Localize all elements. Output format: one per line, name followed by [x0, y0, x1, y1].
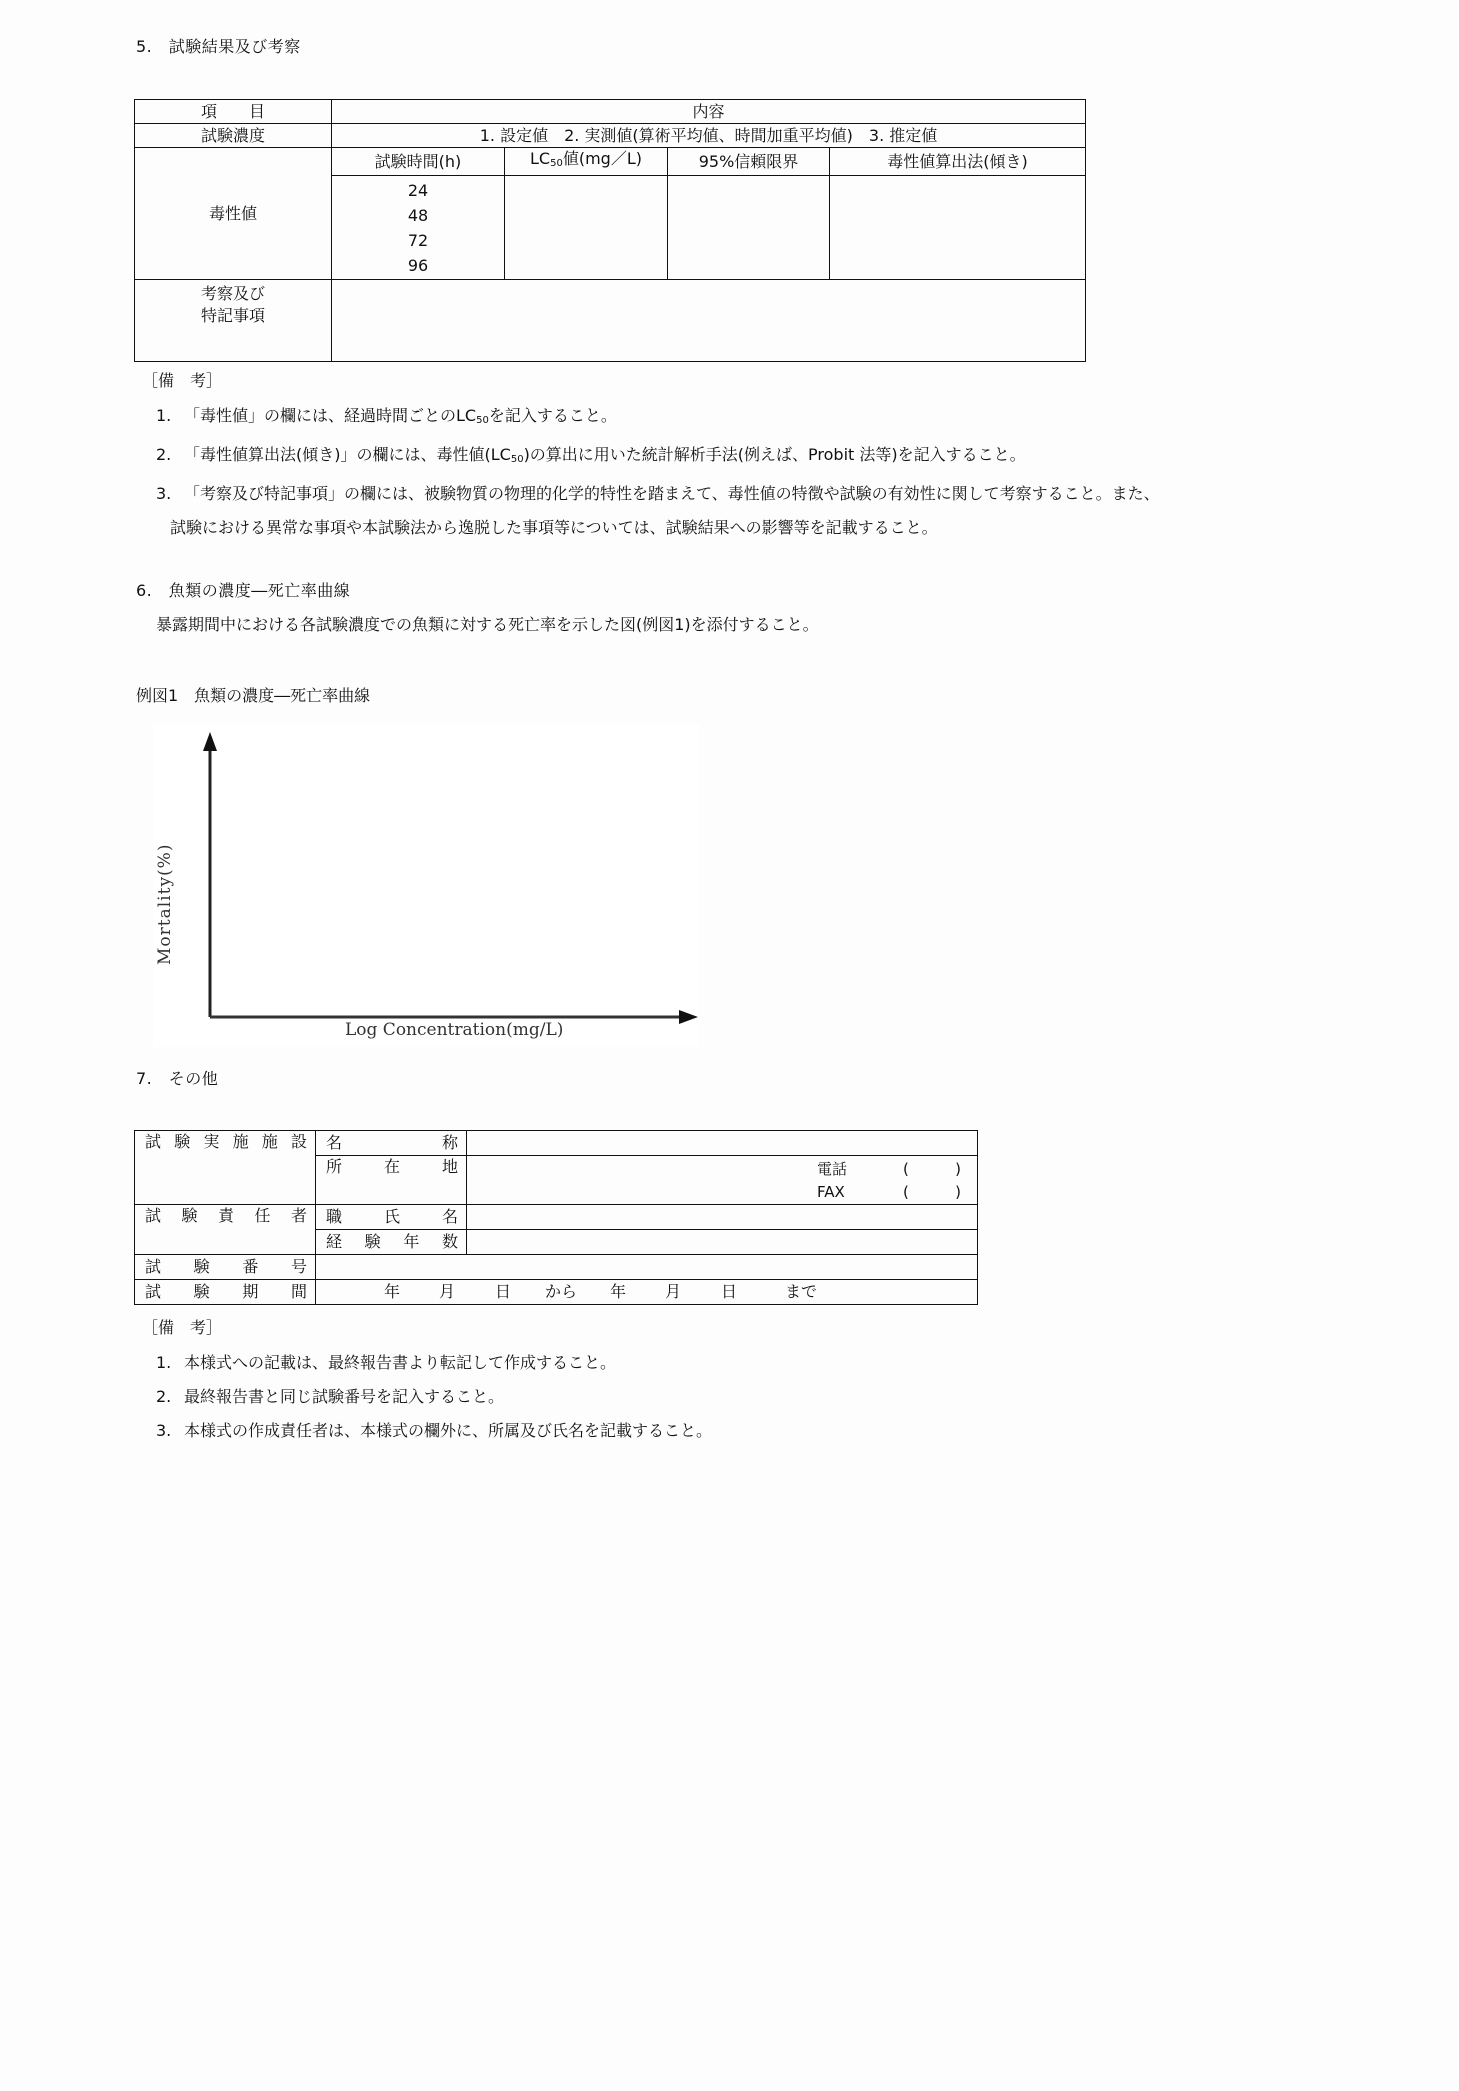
note-7-3: 3. 本様式の作成責任者は、本様式の欄外に、所属及び氏名を記載すること。 — [156, 1421, 713, 1440]
director-name-field[interactable] — [467, 1205, 978, 1230]
notes-heading: ［備 考］ — [142, 371, 223, 390]
hour-24: 24 — [407, 181, 429, 200]
director-label: 試 験 責 任 者 — [135, 1205, 316, 1255]
phone-field[interactable]: ( ) — [903, 1160, 961, 1178]
y-axis-label: Mortality(%) — [155, 843, 175, 965]
contact-info — [817, 1158, 961, 1204]
director-title-name-label: 職 氏 名 — [316, 1205, 467, 1230]
facility-name-label: 名 称 — [316, 1131, 467, 1156]
experience-label: 経 験 年 数 — [316, 1230, 467, 1255]
hour-48: 48 — [407, 206, 429, 225]
confidence-limit-cell[interactable] — [668, 176, 830, 280]
test-period-field[interactable]: 年 月 日 から 年 月 日 まで — [316, 1280, 978, 1305]
figure-caption: 例図1 魚類の濃度―死亡率曲線 — [136, 686, 371, 705]
y-axis-arrow-icon — [203, 732, 217, 751]
fax-row — [817, 1181, 961, 1204]
calc-method-cell[interactable] — [830, 176, 1086, 280]
col-confidence-limit: 95%信頼限界 — [668, 148, 830, 176]
section-5-title: 5. 試験結果及び考察 — [136, 37, 301, 56]
hour-72: 72 — [407, 231, 429, 250]
header-content: 内容 — [332, 100, 1086, 124]
col-lc50: $LC_{50}$値(mg／L) — [505, 148, 668, 176]
mortality-chart — [153, 725, 699, 1047]
section-7-title: 7. その他 — [136, 1069, 219, 1088]
facility-label: 試 験 実 施 施 設 — [135, 1131, 316, 1205]
lc50-values-cell[interactable] — [505, 176, 668, 280]
note-3: 3. 「考察及び特記事項」の欄には、被験物質の物理的化学的特性を踏まえて、毒性値の特徴や試験の有効性に関して考察すること。また、 試験における異常な事項や本試験法から逸脱した事項等については、試験結果への影響等を記載すること。 — [156, 484, 1160, 537]
facility-name-field[interactable] — [467, 1131, 978, 1156]
facility-address-label: 所 在 地 — [316, 1156, 467, 1205]
notes-heading-7: ［備 考］ — [142, 1318, 223, 1337]
note-2: 2. 「毒性値算出法(傾き)」の欄には、毒性値$(LC_{50})$の算出に用いた統計解析手法(例えば、Probit 法等)を記入すること。 — [156, 445, 1026, 465]
note-7-2: 2. 最終報告書と同じ試験番号を記入すること。 — [156, 1387, 505, 1406]
facility-table — [134, 1130, 978, 1305]
hours-list — [332, 176, 505, 280]
concentration-label: 試験濃度 — [135, 124, 332, 148]
section-7-notes — [142, 1315, 712, 1448]
section-6-body: 暴露期間中における各試験濃度での魚類に対する死亡率を示した図(例図1)を添付すること。 — [156, 615, 819, 634]
x-axis-arrow-icon — [679, 1010, 698, 1024]
hour-96: 96 — [407, 256, 429, 275]
note-7-1: 1. 本様式への記載は、最終報告書より転記して作成すること。 — [156, 1353, 617, 1372]
test-number-field[interactable] — [316, 1255, 978, 1280]
results-table — [134, 99, 1086, 362]
x-axis-label: Log Concentration(mg/L) — [345, 1020, 564, 1040]
experience-field[interactable] — [467, 1230, 978, 1255]
test-period-label: 試 験 期 間 — [135, 1280, 316, 1305]
remarks-label: 考察及び 特記事項 — [135, 280, 332, 362]
header-item: 項 目 — [135, 100, 332, 124]
remarks-cell[interactable] — [332, 280, 1086, 362]
col-calc-method: 毒性値算出法(傾き) — [830, 148, 1086, 176]
col-test-time: 試験時間(h) — [332, 148, 505, 176]
chart-axes — [153, 725, 699, 1047]
facility-address-field[interactable] — [467, 1156, 978, 1205]
fax-label: FAX — [817, 1183, 845, 1201]
section-5-notes — [142, 368, 1160, 545]
concentration-value: 1. 設定値 2. 実測値(算術平均値、時間加重平均値) 3. 推定値 — [332, 124, 1086, 148]
note-1: 1. 「毒性値」の欄には、経過時間ごとの$LC_{50}$を記入すること。 — [156, 406, 617, 426]
fax-field[interactable]: ( ) — [903, 1183, 961, 1201]
toxicity-label: 毒性値 — [135, 148, 332, 280]
phone-row — [817, 1158, 961, 1181]
test-number-label: 試 験 番 号 — [135, 1255, 316, 1280]
phone-label: 電話 — [817, 1160, 848, 1178]
section-6-title: 6. 魚類の濃度―死亡率曲線 — [136, 581, 351, 600]
